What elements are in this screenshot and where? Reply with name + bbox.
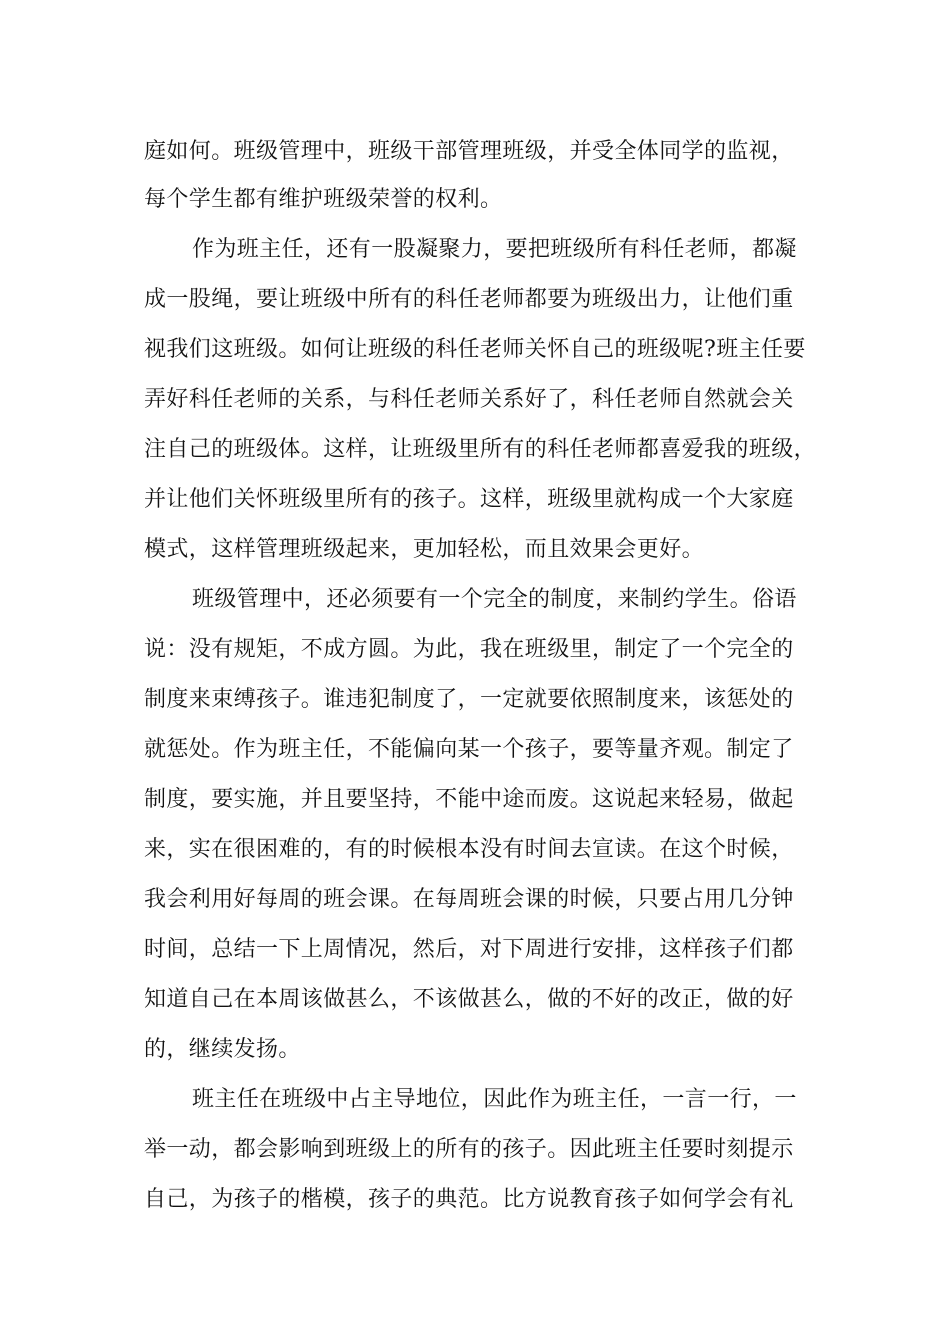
text-line: 的，继续发扬。: [144, 1037, 301, 1062]
text-line: 班级管理中，还必须要有一个完全的制度，来制约学生。俗语: [192, 587, 797, 612]
text-line: 我会利用好每周的班会课。在每周班会课的时候，只要占用几分钟: [144, 887, 794, 912]
text-line: 来，实在很困难的，有的时候根本没有时间去宣读。在这个时候，: [144, 837, 794, 862]
text-line: 说：没有规矩，不成方圆。为此，我在班级里，制定了一个完全的: [144, 637, 794, 662]
text-line: 视我们这班级。如何让班级的科任老师关怀自己的班级呢?班主任要: [144, 337, 806, 362]
text-line: 庭如何。班级管理中，班级干部管理班级，并受全体同学的监视，: [144, 139, 794, 164]
text-line: 作为班主任，还有一股凝聚力，要把班级所有科任老师，都凝: [192, 237, 797, 262]
text-line: 并让他们关怀班级里所有的孩子。这样，班级里就构成一个大家庭: [144, 487, 794, 512]
text-line: 弄好科任老师的关系，与科任老师关系好了，科任老师自然就会关: [144, 387, 794, 412]
text-line: 模式，这样管理班级起来，更加轻松，而且效果会更好。: [144, 537, 705, 562]
text-line: 时间，总结一下上周情况，然后，对下周进行安排，这样孩子们都: [144, 937, 794, 962]
text-line: 制度来束缚孩子。谁违犯制度了，一定就要依照制度来，该惩处的: [144, 687, 794, 712]
text-line: 成一股绳，要让班级中所有的科任老师都要为班级出力，让他们重: [144, 287, 794, 312]
text-line: 注自己的班级体。这样，让班级里所有的科任老师都喜爱我的班级，: [144, 437, 817, 462]
text-line: 自己，为孩子的楷模，孩子的典范。比方说教育孩子如何学会有礼: [144, 1187, 794, 1212]
text-line: 举一动，都会影响到班级上的所有的孩子。因此班主任要时刻提示: [144, 1137, 794, 1162]
text-line: 就惩处。作为班主任，不能偏向某一个孩子，要等量齐观。制定了: [144, 737, 794, 762]
text-line: 每个学生都有维护班级荣誉的权利。: [144, 187, 503, 212]
text-line: 知道自己在本周该做甚么，不该做甚么，做的不好的改正，做的好: [144, 987, 794, 1012]
text-line: 班主任在班级中占主导地位，因此作为班主任，一言一行，一: [192, 1087, 797, 1112]
text-line: 制度，要实施，并且要坚持，不能中途而废。这说起来轻易，做起: [144, 787, 794, 812]
